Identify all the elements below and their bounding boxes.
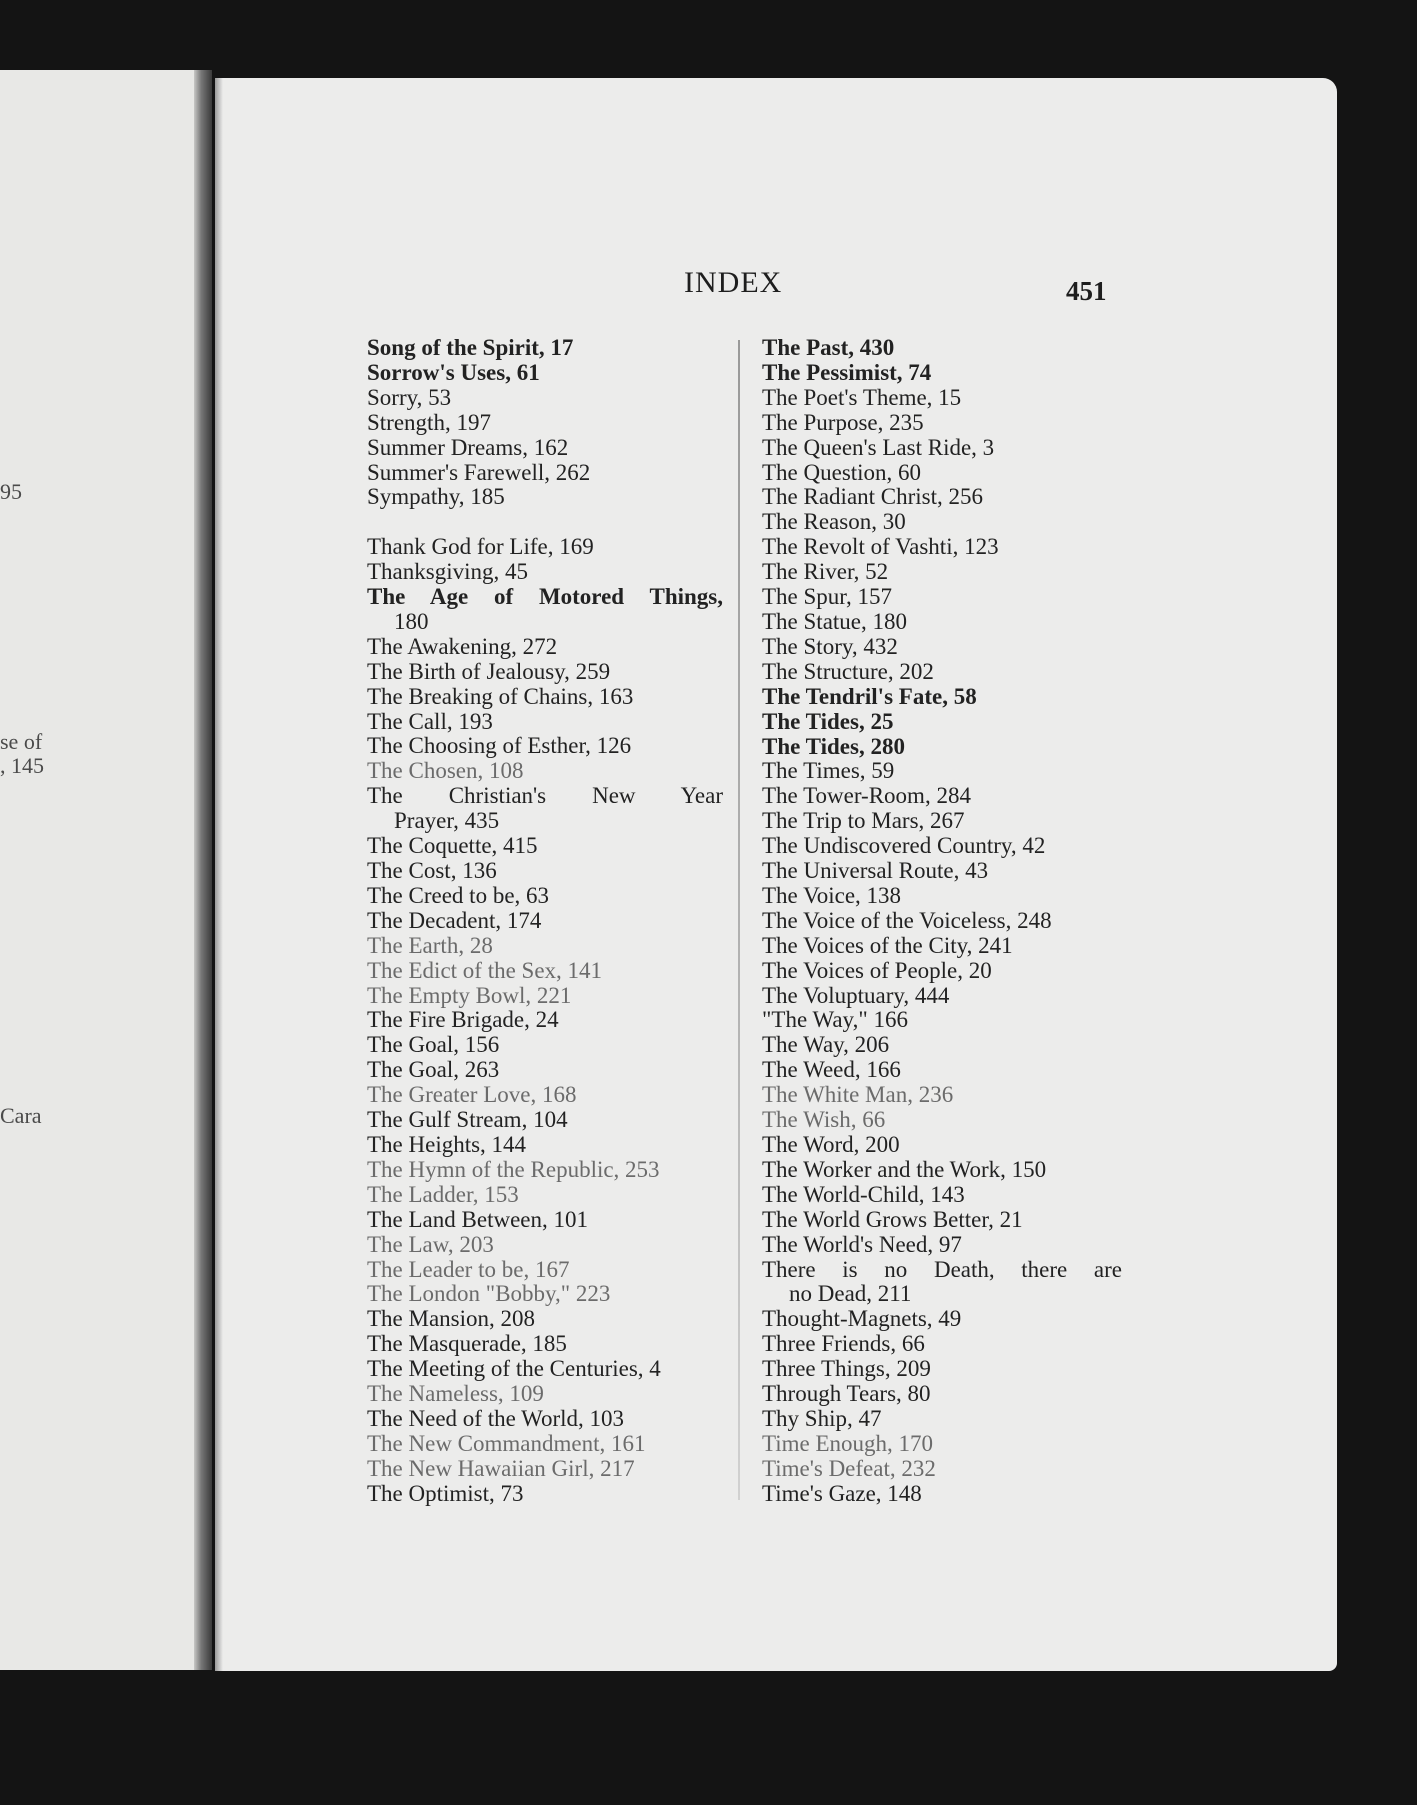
index-entry: The Pessimist, 74 [762,359,932,385]
index-entry: The Optimist, 73 [367,1480,524,1506]
index-entry: The Need of the World, 103 [367,1405,625,1431]
index-entry: Time's Gaze, 148 [762,1480,922,1506]
index-entry: The Spur, 157 [762,584,893,610]
index-entry: The Gulf Stream, 104 [367,1107,568,1133]
index-entry: Summer's Farewell, 262 [367,459,591,485]
index-entry: The Universal Route, 43 [762,858,989,884]
index-entry: The Queen's Last Ride, 3 [762,434,995,460]
index-entry: The Earth, 28 [367,932,493,958]
index-entry: The Statue, 180 [762,608,907,634]
index-entry: The River, 52 [762,559,889,585]
index-entry: The Coquette, 415 [367,833,538,859]
index-entry: The Question, 60 [762,459,922,485]
index-entry: Strength, 197 [367,409,491,435]
index-entry: The Voices of People, 20 [762,957,992,983]
index-entry-continuation: no Dead, 211 [789,1281,912,1307]
index-entry: The Greater Love, 168 [367,1082,577,1108]
index-entry: The Choosing of Esther, 126 [367,733,632,759]
index-entry: The Nameless, 109 [367,1381,544,1407]
left-page [0,70,212,1670]
index-entry: The Heights, 144 [367,1131,527,1157]
index-entry: The Birth of Jealousy, 259 [367,658,611,684]
index-entry: Three Friends, 66 [762,1331,925,1357]
index-entry: The Age of Motored Things, [367,584,723,610]
index-entry: Thought-Magnets, 49 [762,1306,962,1332]
index-entry: The Breaking of Chains, 163 [367,683,634,709]
index-entry: The Story, 432 [762,633,898,659]
index-entry: Summer Dreams, 162 [367,434,569,460]
index-entry: The Voice, 138 [762,882,902,908]
page-title: INDEX [684,266,783,299]
index-entry: The Goal, 263 [367,1057,500,1083]
index-entry: The Christian's New Year [367,783,723,809]
index-entry: The Fire Brigade, 24 [367,1007,559,1033]
index-entry: Sorrow's Uses, 61 [367,359,540,385]
left-page-fragment: , 145 [0,753,44,778]
index-entry: The Times, 59 [762,758,895,784]
left-page-fragment: Cara [0,1103,42,1128]
index-entry: The New Commandment, 161 [367,1430,646,1456]
index-entry: The Wish, 66 [762,1107,886,1133]
index-entry: The Cost, 136 [367,858,497,884]
index-entry: The Masquerade, 185 [367,1331,567,1357]
index-entry: The Way, 206 [762,1032,890,1058]
index-entry: The Land Between, 101 [367,1206,588,1232]
index-entry: The Trip to Mars, 267 [762,808,965,834]
left-page-fragment: 95 [0,479,22,504]
index-entry: The World Grows Better, 21 [762,1206,1023,1232]
index-entry: The Voice of the Voiceless, 248 [762,907,1052,933]
index-entry: The New Hawaiian Girl, 217 [367,1455,635,1481]
index-entry: The Hymn of the Republic, 253 [367,1156,660,1182]
index-column-right [762,336,1122,1507]
index-entry: The Radiant Christ, 256 [762,484,984,510]
index-entry: The Chosen, 108 [367,758,524,784]
index-entry: Song of the Spirit, 17 [367,335,574,360]
index-entry: The Law, 203 [367,1231,494,1257]
index-entry: The White Man, 236 [762,1082,954,1108]
index-entry: Thank God for Life, 169 [367,534,594,560]
index-entry: The Decadent, 174 [367,907,542,933]
index-entry: The Ladder, 153 [367,1181,519,1207]
section-gap [367,510,723,535]
index-entry: The Poet's Theme, 15 [762,384,962,410]
index-entry: The Voluptuary, 444 [762,982,950,1008]
index-entry: The Worker and the Work, 150 [762,1156,1047,1182]
index-entry: The Creed to be, 63 [367,882,550,908]
index-entry: The Meeting of the Centuries, 4 [367,1356,661,1382]
index-entry-continuation: Prayer, 435 [394,808,500,834]
index-entry: The Awakening, 272 [367,633,558,659]
index-entry: The Leader to be, 167 [367,1256,570,1282]
left-page-fragment: se of [0,729,43,754]
page-number: 451 [1066,276,1107,306]
index-entry: The Purpose, 235 [762,409,924,435]
index-entry: Sorry, 53 [367,384,452,410]
index-entry: The World-Child, 143 [762,1181,965,1207]
index-entry: Sympathy, 185 [367,484,505,510]
index-entry: Thy Ship, 47 [762,1405,882,1431]
index-entry: The World's Need, 97 [762,1231,962,1257]
index-entry: Time Enough, 170 [762,1430,934,1456]
index-entry: The London "Bobby," 223 [367,1281,611,1307]
index-entry: "The Way," 166 [762,1007,908,1033]
index-entry: The Tendril's Fate, 58 [762,683,977,709]
index-entry: Through Tears, 80 [762,1381,931,1407]
index-entry: The Call, 193 [367,708,493,734]
index-entry: The Tides, 25 [762,708,894,734]
index-entry: Time's Defeat, 232 [762,1455,936,1481]
index-entry: The Past, 430 [762,335,895,360]
index-entry: The Goal, 156 [367,1032,500,1058]
index-entry: The Tower-Room, 284 [762,783,971,809]
index-entry: The Word, 200 [762,1132,900,1157]
index-entry: The Tides, 280 [762,733,905,759]
index-entry: Three Things, 209 [762,1356,931,1382]
index-entry: The Revolt of Vashti, 123 [762,534,999,560]
book-spine [194,70,212,1670]
index-column-left [367,336,723,1507]
index-entry: The Voices of the City, 241 [762,932,1013,958]
index-entry: There is no Death, there are [762,1256,1122,1282]
index-entry: The Undiscovered Country, 42 [762,833,1046,859]
index-entry: The Reason, 30 [762,509,906,535]
index-entry: The Weed, 166 [762,1057,901,1083]
index-entry: The Edict of the Sex, 141 [367,957,603,983]
index-entry: The Empty Bowl, 221 [367,982,572,1008]
column-divider [738,340,740,1500]
index-entry-continuation: 180 [394,608,429,634]
page-edge-shadow [215,78,223,1671]
index-entry: The Structure, 202 [762,658,934,684]
index-entry: The Mansion, 208 [367,1306,536,1332]
index-entry: Thanksgiving, 45 [367,559,528,585]
